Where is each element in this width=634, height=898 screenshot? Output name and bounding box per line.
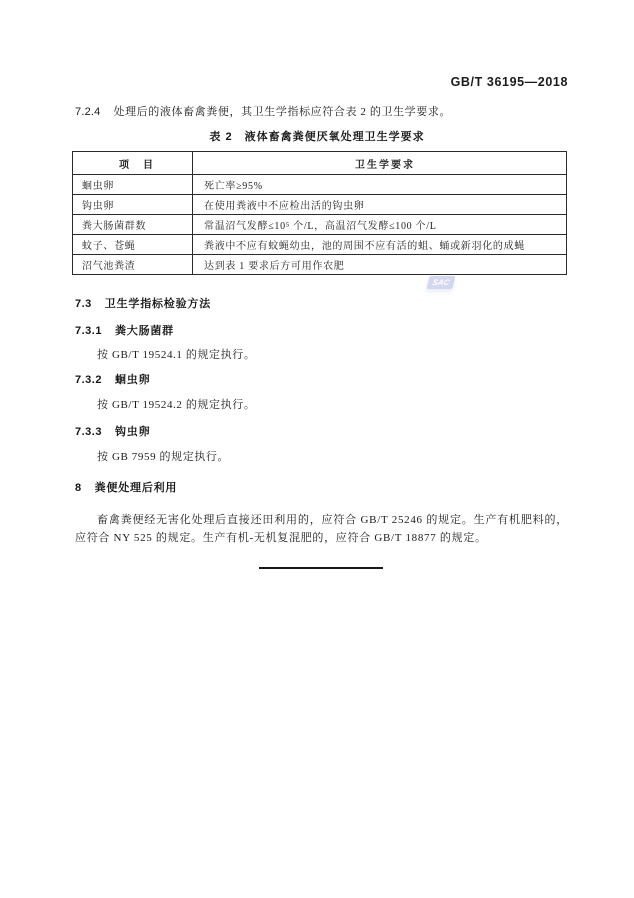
- table-header: [73, 152, 567, 175]
- section-number: 8: [75, 482, 82, 494]
- table-row: [73, 175, 567, 195]
- requirement-cell: 常温沼气发酵≤10⁵ 个/L，高温沼气发酵≤100 个/L: [193, 215, 567, 235]
- item-cell: 钩虫卵: [73, 195, 193, 215]
- item-cell: 粪大肠菌群数: [73, 215, 193, 235]
- section-8-body: 畜禽粪便经无害化处理后直接还田利用的，应符合 GB/T 25246 的规定。生产有机肥料的，应符合 NY 525 的规定。生产有机-无机复混肥的，应符合 GB/T 18877 的规定。: [75, 514, 568, 544]
- section-7-3-1-heading: [75, 322, 174, 338]
- sac-watermark: SAC: [426, 276, 455, 289]
- clause-7-2-4: [75, 103, 451, 119]
- doc-code: GB/T 36195—2018: [450, 75, 568, 89]
- section-title: 蛔虫卵: [114, 374, 151, 386]
- end-of-document-rule: [259, 567, 383, 569]
- section-title: 粪便处理后利用: [94, 482, 178, 494]
- item-cell: 蚊子、苍蝇: [73, 235, 193, 255]
- section-number: 7.3.1: [75, 325, 102, 337]
- table-row: [73, 235, 567, 255]
- section-title: 粪大肠菌群: [114, 325, 174, 337]
- section-8-heading: [75, 479, 177, 495]
- header-item: 项 目: [73, 152, 193, 175]
- requirement-cell: 达到表 1 要求后方可用作农肥: [193, 255, 567, 275]
- clause-number: 7.2.4: [75, 106, 101, 118]
- section-number: 7.3: [75, 298, 92, 310]
- table-row: [73, 195, 567, 215]
- table-caption-title: 液体畜禽粪便厌氧处理卫生学要求: [244, 131, 425, 143]
- table-header-row: [73, 152, 567, 175]
- requirement-cell: 在使用粪液中不应检出活的钩虫卵: [193, 195, 567, 215]
- hygiene-requirements-table: [72, 151, 567, 275]
- item-cell: 蛔虫卵: [73, 175, 193, 195]
- table-caption: [0, 128, 634, 144]
- table-caption-label: 表 2: [209, 131, 233, 143]
- requirement-cell: 粪液中不应有蚊蝇幼虫，池的周围不应有活的蛆、蛹或新羽化的成蝇: [193, 235, 567, 255]
- section-7-3-3-heading: [75, 423, 150, 439]
- section-title: 钩虫卵: [114, 426, 151, 438]
- hygiene-table-body: [73, 175, 567, 275]
- section-7-3-heading: [75, 295, 211, 311]
- requirement-cell: 死亡率≥95%: [193, 175, 567, 195]
- section-7-3-3-body: 按 GB 7959 的规定执行。: [97, 451, 230, 463]
- header-requirement: 卫生学要求: [193, 152, 567, 175]
- section-title: 卫生学指标检验方法: [104, 298, 211, 310]
- item-cell: 沼气池粪渣: [73, 255, 193, 275]
- table-row: [73, 215, 567, 235]
- section-number: 7.3.2: [75, 374, 102, 386]
- section-7-3-2-body: 按 GB/T 19524.2 的规定执行。: [97, 399, 256, 411]
- section-7-3-2-heading: [75, 371, 150, 387]
- clause-text: 处理后的液体畜禽粪便，其卫生学指标应符合表 2 的卫生学要求。: [113, 106, 452, 118]
- table-row: [73, 255, 567, 275]
- section-number: 7.3.3: [75, 426, 102, 438]
- section-7-3-1-body: 按 GB/T 19524.1 的规定执行。: [97, 349, 256, 361]
